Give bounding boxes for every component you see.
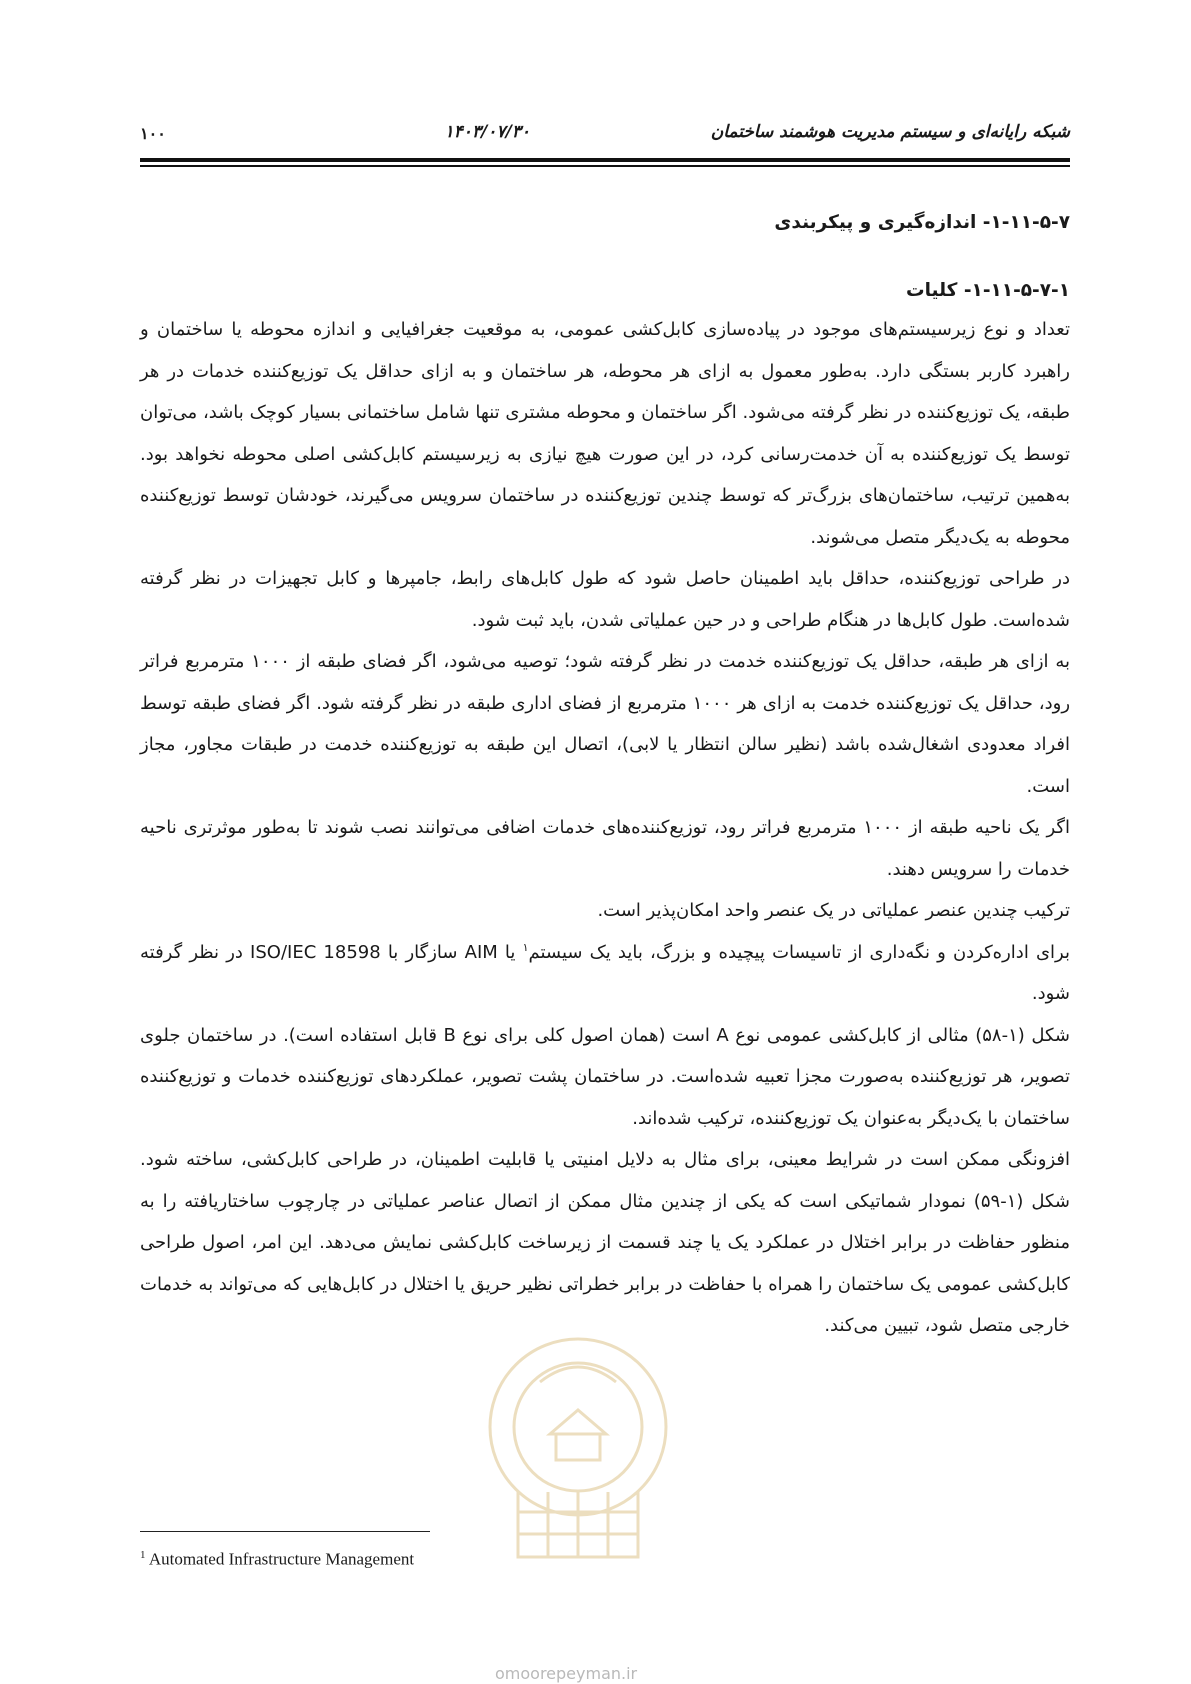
watermark-logo xyxy=(478,1322,678,1572)
watermark-site: omoorepeyman.ir xyxy=(495,1664,638,1683)
footnote-reference: ۱ xyxy=(522,940,529,954)
paragraph: افزونگی ممکن است در شرایط معینی، برای مثال به دلایل امنیتی یا قابلیت اطمینان، در طراحی کابل‌کشی، ساخته شود. شکل (۱-۵۹) نمودار شماتیکی است که یکی از چندین مثال ممکن از اتصال عناصر عملیاتی در چارچوب ساختاریافته را به منظور حفاظت در برابر اختلال در عملکرد یک یا چند قسمت از زیرساخت کابل‌کشی نمایش می‌دهد. این امر، اصول طراحی کابل‌کشی عمومی یک ساختمان را همراه با حفاظت در برابر خطراتی نظیر حریق یا اختلال در کابل‌هایی که می‌تواند به خدمات خارجی متصل شود، تبیین می‌کند. xyxy=(140,1149,1071,1336)
paragraph-aim-before: برای اداره‌کردن و نگه‌داری از تاسیسات پیچیده و بزرگ، باید یک سیستم xyxy=(528,941,1070,963)
section-subheading: ۱-۱۱-۵-۷-۱- کلیات xyxy=(906,280,1070,301)
footnote-text: Automated Infrastructure Management xyxy=(148,1549,415,1569)
paragraph: اگر یک ناحیه طبقه از ۱۰۰۰ مترمربع فراتر رود، توزیع‌کننده‌های خدمات اضافی می‌توانند نصب شوند تا به‌طور موثرتری ناحیه خدمات را سرویس دهند. xyxy=(140,817,1071,880)
paragraph: در طراحی توزیع‌کننده، حداقل باید اطمینان حاصل شود که طول کابل‌های رابط، جامپرها و کابل تجهیزات در نظر گرفته شده‌است. طول کابل‌ها در هنگام طراحی و در حین عملیاتی شدن، باید ثبت شود. xyxy=(140,568,1070,631)
page-number: ۱۰۰ xyxy=(140,124,166,143)
header-title: شبکه رایانه‌ای و سیستم مدیریت هوشمند ساختمان xyxy=(710,122,1070,142)
footnote-rule xyxy=(140,1531,430,1532)
footnote xyxy=(140,1549,414,1570)
paragraph: به ازای هر طبقه، حداقل یک توزیع‌کننده خدمت در نظر گرفته شود؛ توصیه می‌شود، اگر فضای طبقه از ۱۰۰۰ مترمربع فراتر رود، حداقل یک توزیع‌کننده خدمت به ازای هر ۱۰۰۰ مترمربع از فضای اداری طبقه در نظر گرفته شود. اگر فضای طبقه توسط افراد معدودی اشغال‌شده باشد (نظیر سالن انتظار یا لابی)، اتصال این طبقه به توزیع‌کننده خدمت در طبقات مجاور، مجاز است. xyxy=(140,651,1071,797)
page-header xyxy=(140,110,1070,150)
footnote-number: 1 xyxy=(140,1549,146,1561)
paragraph: شکل (۱-۵۸) مثالی از کابل‌کشی عمومی نوع A است (همان اصول کلی برای نوع B قابل استفاده است). در ساختمان جلوی تصویر، هر توزیع‌کننده به‌صورت مجزا تعبیه شده‌است. در ساختمان پشت تصویر، عملکردهای توزیع‌کننده خدمات و توزیع‌کننده ساختمان با یک‌دیگر به‌عنوان یک توزیع‌کننده، ترکیب شده‌اند. xyxy=(140,1024,1070,1129)
header-rule-thick xyxy=(140,158,1070,162)
paragraph: تعداد و نوع زیرسیستم‌های موجود در پیاده‌سازی کابل‌کشی عمومی، به موقعیت جغرافیایی و اندازه محوطه یا ساختمان و راهبرد کاربر بستگی دارد. به‌طور معمول به ازای هر محوطه، هر ساختمان و به ازای حداقل یک توزیع‌کننده خدمات در هر طبقه، یک توزیع‌کننده در نظر گرفته می‌شود. اگر ساختمان و محوطه مشتری تنها شامل ساختمانی بسیار کوچک باشد، می‌توان توسط یک توزیع‌کننده به آن خدمت‌رسانی کرد، در این صورت هیچ نیازی به زیرسیستم کابل‌کشی اصلی محوطه نخواهد بود. به‌همین ترتیب، ساختمان‌های بزرگ‌تر که توسط چندین توزیع‌کننده در ساختمان سرویس می‌گیرند، خودشان توسط توزیع‌کننده محوطه به یک‌دیگر متصل می‌شوند. xyxy=(140,319,1070,548)
header-date: ۱۴۰۳/۰۷/۳۰ xyxy=(444,122,530,142)
header-rule-thin xyxy=(140,165,1070,167)
paragraph: ترکیب چندین عنصر عملیاتی در یک عنصر واحد امکان‌پذیر است. xyxy=(597,900,1070,921)
paragraph-aim-after: یا AIM سازگار با ISO/IEC 18598 در نظر گرفته شود. xyxy=(140,941,1070,1004)
paragraph-aim xyxy=(140,932,1070,1015)
section-heading: ۱-۱۱-۵-۷- اندازه‌گیری و پیکربندی xyxy=(774,212,1070,233)
main-content xyxy=(140,212,1070,1347)
